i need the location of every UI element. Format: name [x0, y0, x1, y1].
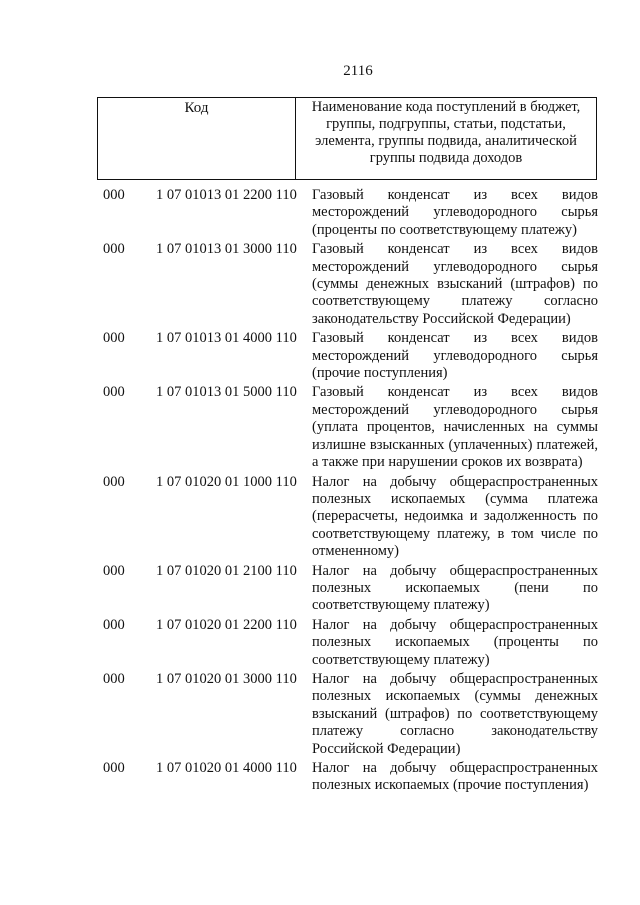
row-code: 1 07 01020 01 4000 110 [156, 760, 297, 776]
row-prefix: 000 [103, 562, 125, 579]
row-name: Газовый конденсат из всех видов месторождений углеводородного сырья (уплата процентов, начисленных на суммы излишне взысканных (уплаченных) платежей, а также при нарушении сроков их возврата) [312, 384, 598, 471]
row-code: 1 07 01013 01 5000 110 [156, 384, 297, 401]
page-number: 2116 [343, 63, 373, 79]
row-name: Газовый конденсат из всех видов месторождений углеводородного сырья (прочие поступления) [312, 330, 598, 382]
code-list [0, 187, 640, 797]
table-row [0, 330, 640, 382]
table-header [97, 97, 597, 180]
row-code: 1 07 01013 01 4000 110 [156, 330, 297, 347]
row-name: Налог на добычу общераспространенных полезных ископаемых (суммы денежных взысканий (штрафов) по соответствующему платежу согласно законодательству Российской Федерации) [312, 670, 598, 757]
row-name: Налог на добычу общераспространенных полезных ископаемых (сумма платежа (перерасчеты, недоимка и задолженность по соответствующему платежу, в том числе по отмененному) [312, 473, 598, 560]
row-code: 1 07 01020 01 2100 110 [156, 562, 297, 579]
row-name: Налог на добычу общераспространенных полезных ископаемых (пени по соответствующему платежу) [312, 562, 598, 614]
row-prefix: 000 [103, 187, 125, 203]
table-row [0, 617, 640, 669]
row-prefix: 000 [103, 330, 125, 347]
row-name: Налог на добычу общераспространенных полезных ископаемых (проценты по соответствующему платежу) [312, 616, 598, 668]
row-prefix: 000 [103, 760, 125, 776]
row-code: 1 07 01013 01 2200 110 [156, 187, 297, 203]
row-code: 1 07 01020 01 1000 110 [156, 473, 297, 490]
row-code: 1 07 01020 01 3000 110 [156, 670, 297, 687]
row-prefix: 000 [103, 616, 125, 633]
table-row [0, 241, 640, 328]
table-row [0, 671, 640, 758]
row-code: 1 07 01020 01 2200 110 [156, 616, 297, 633]
header-name-column: Наименование кода поступлений в бюджет, группы, подгруппы, статьи, подстатьи, элемента, группы подвида, аналитической группы подвида доходов [311, 99, 581, 166]
row-name: Газовый конденсат из всех видов месторождений углеводородного сырья (суммы денежных взысканий (штрафов) по соответствующему платежу согласно законодательству Российской Федерации) [312, 241, 598, 327]
row-prefix: 000 [103, 670, 125, 687]
row-code: 1 07 01013 01 3000 110 [156, 241, 297, 258]
table-row [0, 187, 640, 239]
row-prefix: 000 [103, 473, 125, 490]
row-name: Налог на добычу общераспространенных полезных ископаемых (прочие поступления) [312, 760, 598, 794]
row-name: Газовый конденсат из всех видов месторождений углеводородного сырья (проценты по соответствующему платежу) [312, 187, 598, 238]
header-code-column: Код [98, 98, 296, 179]
table-row [0, 563, 640, 615]
table-row [0, 474, 640, 561]
row-prefix: 000 [103, 384, 125, 401]
row-prefix: 000 [103, 241, 125, 258]
table-row [0, 384, 640, 471]
table-row [0, 760, 640, 795]
